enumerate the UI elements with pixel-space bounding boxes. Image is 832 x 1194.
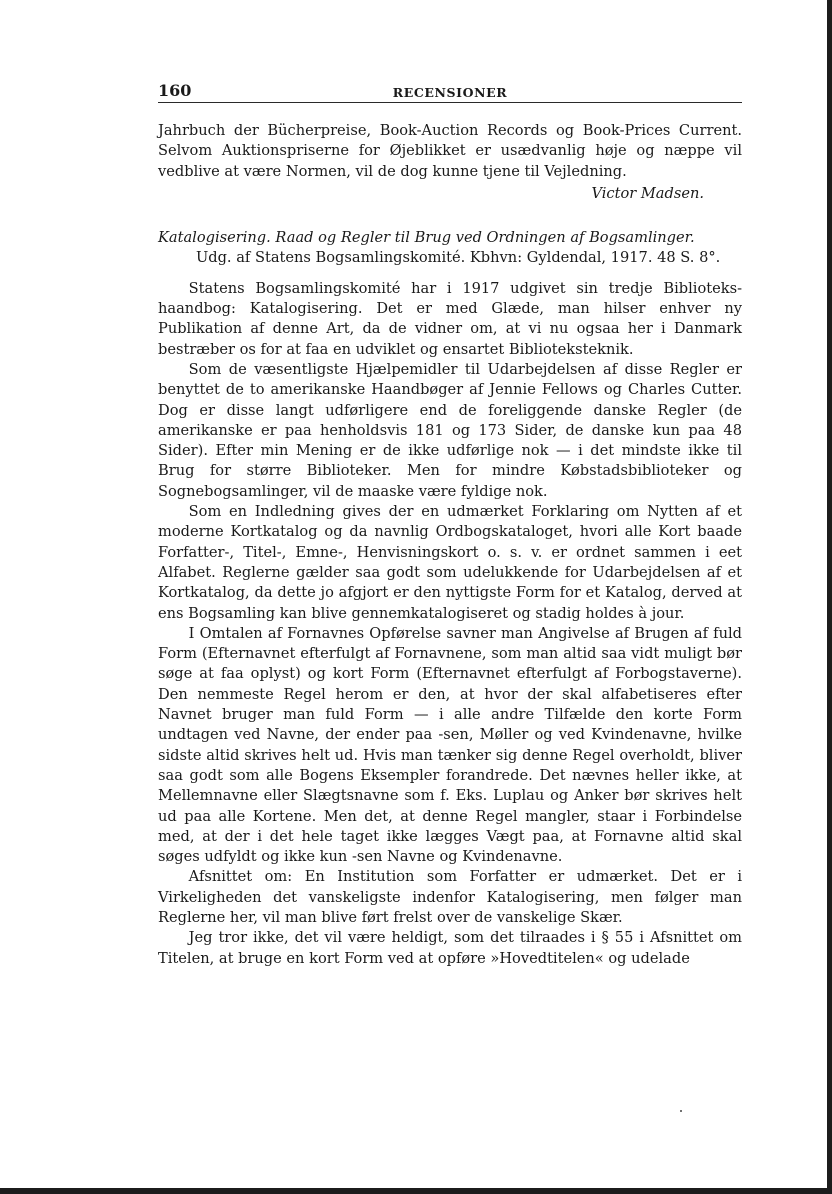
running-header [158, 80, 742, 103]
scan-border-right [827, 0, 832, 1194]
review-paragraph-2: Som de væsentligste Hjælpemidler til Udarbejdelsen af disse Regler er benyttet de to amerikanske Haandbøger af Jennie Fellows og Charles Cutter. Dog er disse langt udførligere end de foreliggende danske Regler (de amerikanske er paa henholdsvis 181 og 173 Sider, de danske kun paa 48 Sider). Efter min Mening er de ikke udførlige nok — i det mindste ikke til Brug for større Biblioteker. Men for mindre Købstadsbiblioteker og Sognebogsamlinger, vil de maaske være fyldige nok. [158, 360, 742, 500]
previous-review-closing: Jahrbuch der Bücherpreise, Book-Auction Records og Book-Prices Current. Selvom Auktionspriserne for Øjeblikket er usædvanlig høje og næppe vil vedblive at være Normen, vil de dog kunne tjene til Vejledning. [158, 122, 742, 180]
review-heading [158, 228, 742, 248]
book-page [158, 80, 742, 969]
reviewer-signature: Victor Madsen. [591, 184, 704, 202]
review-paragraph-6: Jeg tror ikke, det vil være heldigt, som det tilraades i § 55 i Afsnittet om Titelen, at bruge en kort Form ved at opføre »Hovedtitelen« og udelade [158, 929, 742, 967]
page-content [158, 121, 742, 969]
publication-details: Udg. af Statens Bogsamlingskomité. Kbhvn: Gyldendal, 1917. 48 S. 8°. [195, 249, 721, 267]
review-title: Katalogisering. Raad og Regler til Brug ved Ordningen af Bogsamlinger. [158, 229, 695, 247]
review-paragraph-4: I Omtalen af Fornavnes Opførelse savner man Angivelse af Brugen af fuld Form (Efternavnet efterfulgt af Fornavnene, som man altid saa vidt muligt bør søge at faa oplyst) og kort Form (Efternavnet efterfulgt af Forbogstaverne). Den nemmeste Regel herom er den, at hvor der skal alfabetiseres efter Navnet bruger man fuld Form — i alle andre Tilfælde den korte Form undtagen ved Navne, der ender paa -sen, Møller og ved Kvindenavne, hvilke sidste altid skrives helt ud. Hvis man tænker sig denne Regel overholdt, bliver saa godt som alle Bogens Eksempler forandrede. Det nævnes heller ikke, at Mellemnavne eller Slægtsnavne som f. Eks. Luplau og Anker bør skrives helt ud paa alle Kortene. Men det, at denne Regel mangler, staar i Forbindelse med, at der i det hele taget ikke lægges Vægt paa, at Fornavne altid skal søges udfyldt og ikke kun -sen Navne og Kvindenavne. [158, 624, 742, 866]
page-number: 160 [158, 81, 192, 100]
review-paragraph-1: Statens Bogsamlingskomité har i 1917 udgivet sin tredje Biblioteks-haandbog: Katalogisering. Det er med Glæde, man hilser enhver ny Publikation af denne Art, da de vidner om, at vi nu ogsaa her i Danmark bestræber os for at faa en udviklet og ensartet Biblioteksteknik. [158, 279, 742, 358]
scan-border-bottom [0, 1188, 832, 1194]
review-paragraph-3: Som en Indledning gives der en udmærket Forklaring om Nytten af et moderne Kortkatalog og da navnlig Ordbogskataloget, hvori alle Kort baade Forfatter-, Titel-, Emne-, Henvisningskort o. s. v. er ordnet sammen i eet Alfabet. Reglerne gælder saa godt som udelukkende for Udarbejdelsen af et Kortkatalog, da dette jo afgjort er den nyttigste Form for et Katalog, derved at ens Bogsamling kan blive gennemkatalogiseret og stadig holdes à jour. [158, 503, 742, 622]
scan-speck [680, 1110, 682, 1112]
running-title: RECENSIONER [392, 85, 508, 100]
review-paragraph-5: Afsnittet om: En Institution som Forfatter er udmærket. Det er i Virkeligheden det vanskeligste indenfor Katalogisering, men følger man Reglerne her, vil man blive ført frelst over de vanskelige Skær. [158, 868, 742, 926]
